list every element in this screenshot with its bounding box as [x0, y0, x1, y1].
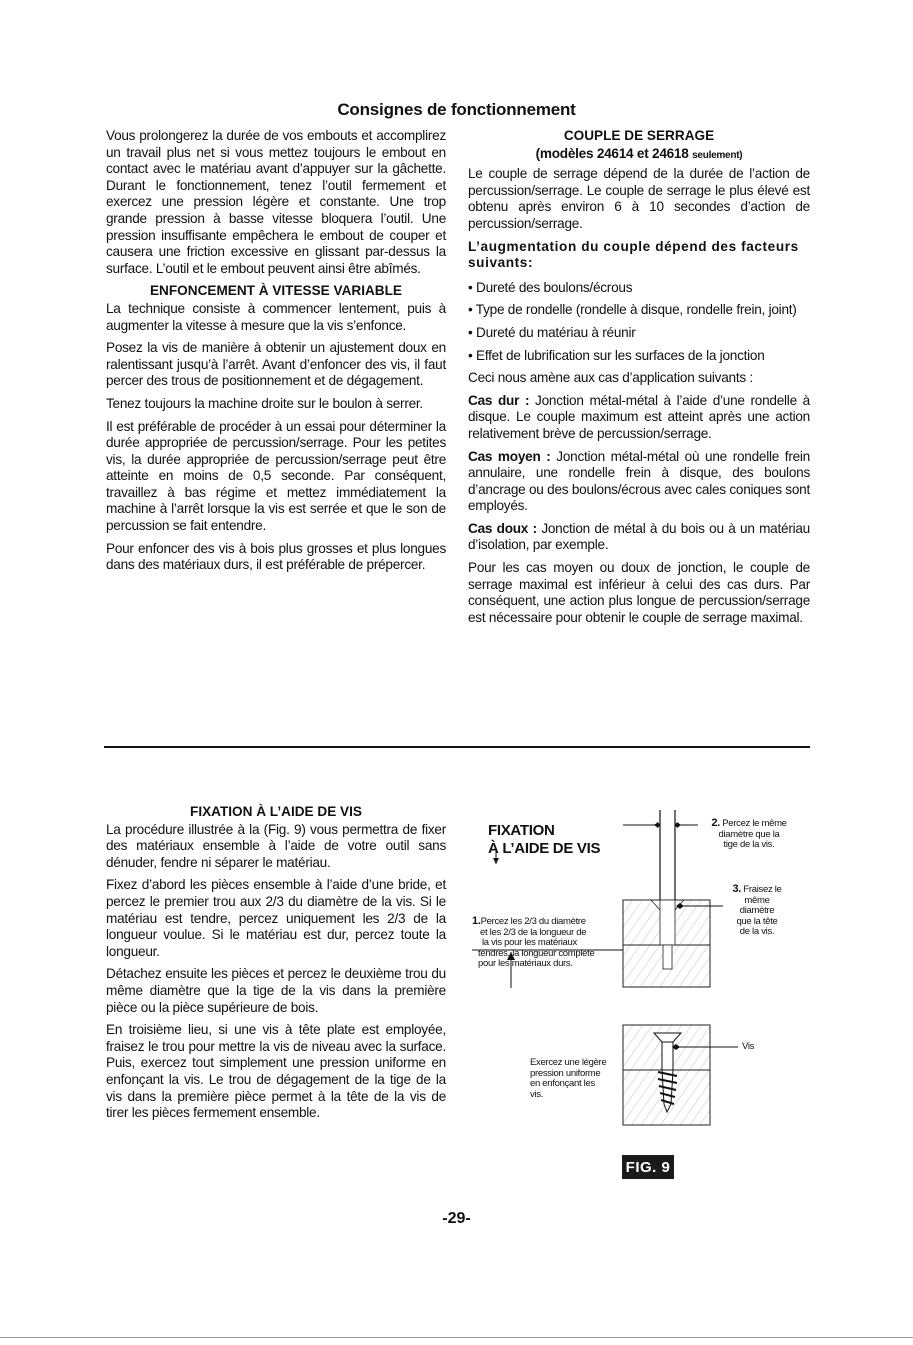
- case-medium-text: Jonction métal-métal où une rondelle frein annulaire, une rondelle frein à disque, des boulons d’ancrage ou des boulons/écrous avec cales coniques sont employés.: [468, 448, 810, 514]
- factor-item: • Type de rondelle (rondelle à disque, rondelle frein, joint): [468, 302, 797, 318]
- dimension-lines: [623, 810, 698, 900]
- fastening-paragraph-3: Détachez ensuite les pièces et percez le deuxième trou du même diamètre que la tige de la vis dans la première pièce ou la pièce supérieure de bois.: [106, 966, 446, 1015]
- section-title: Consignes de fonctionnement: [337, 100, 576, 119]
- step3-line: que la tête: [736, 915, 778, 927]
- case-soft-term: Cas doux :: [468, 520, 537, 536]
- fastening-paragraph-2: Fixez d’abord les pièces ensemble à l’aide d’une bride, et percez le premier trou aux 2/3 du diamètre de la vis. Si le matériau est tendre, percez uniquement les 2/3 de la longueur voulue. Si le matériau est dur, percez toute la longueur.: [106, 877, 446, 959]
- step3-number: 3.: [732, 883, 742, 895]
- screw-label: Vis: [742, 1041, 755, 1052]
- cases-intro: Ceci nous amène aux cas d’application suivants :: [468, 370, 753, 386]
- drilled-boards: [623, 900, 710, 987]
- case-soft: [468, 521, 810, 554]
- figure-badge: FIG. 9: [622, 1155, 674, 1179]
- figure-title-line2: À L’AIDE DE VIS: [488, 840, 601, 857]
- step2-line: diamètre que la: [718, 828, 780, 840]
- step3-line: même: [744, 894, 770, 906]
- left-paragraph-5: Pour enfoncer des vis à bois plus grosses et plus longues dans des matériaux durs, il est préférable de prépercer.: [106, 540, 446, 573]
- step2-label: [704, 818, 794, 851]
- step3-line: diamètre: [739, 905, 775, 916]
- fastening-paragraph-1: La procédure illustrée à la (Fig. 9) vous permettra de fixer des matériaux ensemble à l’aide de votre outil sans dénuder, fendre ni séparer le matériau.: [106, 821, 446, 870]
- torque-conclusion: Pour les cas moyen ou doux de jonction, le couple de serrage maximal est inférieur à celui des cas durs. Par conséquent, une action plus longue de percussion/serrage est nécessaire pour obtenir le couple de serrage maximal.: [468, 560, 810, 625]
- case-medium-term: Cas moyen :: [468, 448, 551, 464]
- step1-number: 1.: [472, 915, 481, 927]
- step2-line: tige de la vis.: [723, 839, 775, 850]
- left-paragraph-3: Tenez toujours la machine droite sur le boulon à serrer.: [106, 395, 423, 411]
- step1-label: [472, 916, 594, 970]
- left-paragraph-1: La technique consiste à commencer lentement, puis à augmenter la vitesse à mesure que la vis s’enfonce.: [106, 300, 446, 333]
- case-soft-text: Jonction de métal à du bois ou à un matériau d’isolation, par exemple.: [468, 520, 810, 553]
- left-column: [106, 128, 446, 580]
- pressure-label: [530, 1058, 606, 1100]
- factor-item: • Effet de lubrification sur les surfaces de la jonction: [468, 347, 765, 363]
- left-paragraph-4: Il est préférable de procéder à un essai pour déterminer la durée appropriée de percussion/serrage. Pour les petites vis, la durée appropriée de percussion/serrage peut être atteinte en moins de 0,5 seconde. Par conséquent, travaillez à bas régime et mettez immédiatement la machine à l’arrêt lorsque la vis est serrée et que le son de percussion se fait entendre.: [106, 418, 446, 534]
- right-column: [468, 128, 810, 632]
- page-number: -29-: [442, 1210, 471, 1227]
- factors-heading: L’augmentation du couple dépend des facteurs suivants:: [468, 238, 799, 271]
- step2-line: Percez le même: [722, 818, 787, 829]
- figure-title-line1: FIXATION: [488, 822, 555, 839]
- pressure-line: en enfonçant les: [530, 1078, 595, 1089]
- step1-line: la vis pour les matériaux: [482, 937, 577, 948]
- screw-fastening-column: [106, 804, 446, 1128]
- step1-line: tendres, la longueur complète: [478, 947, 595, 959]
- models-text: (modèles 24614 et 24618: [535, 145, 693, 161]
- models-only-text: seulement): [692, 149, 743, 161]
- intro-paragraph: Vous prolongerez la durée de vos embouts et accomplirez un travail plus net si vous mettez toujours le embout en contact avec le matériau avant d’appuyer sur la gâchette. Durant le fonctionnement, tenez l’outil fermement et exercez une pression légère et constante. Une trop grande pression à basse vitesse bloquera l’outil. Une pression insuffisante empêchera le embout de couper et causera une friction excessive en glissant par-dessus la surface. L’outil et le embout peuvent ainsi être abîmés.: [106, 128, 446, 276]
- fastening-paragraph-4: En troisième lieu, si une vis à tête plate est employée, fraisez le trou pour mettre la vis de niveau avec la surface. Puis, exercez tout simplement une pression uniforme en enfonçant la vis. Le trou de dégagement de la tige de la vis dans la première pièce permet à la tête de la vis de tirer les pièces fermement ensemble.: [106, 1022, 446, 1121]
- case-medium: [468, 449, 810, 515]
- pressure-line: vis.: [530, 1088, 544, 1100]
- step1-line: Percez les 2/3 du diamètre: [480, 916, 586, 927]
- step3-line: de la vis.: [739, 926, 775, 937]
- torque-intro: Le couple de serrage dépend de la durée de l’action de percussion/serrage. Le couple de serrage le plus élevé est obtenu après environ 6 à 10 secondes d’action de percussion/serrage.: [468, 166, 810, 231]
- case-hard-term: Cas dur :: [468, 392, 530, 408]
- factor-item: • Dureté des boulons/écrous: [468, 279, 633, 295]
- step3-label: [726, 884, 788, 938]
- pressure-line: pression uniforme: [530, 1067, 601, 1079]
- torque-heading: COUPLE DE SERRAGE: [563, 128, 715, 143]
- step2-number: 2.: [711, 817, 720, 829]
- case-hard-text: Jonction métal-métal à l’aide d’une rondelle à disque. Le couple maximum est atteint après une action relativement brève de percussion/serrage.: [468, 392, 810, 441]
- left-paragraph-2: Posez la vis de manière à obtenir un ajustement doux en ralentissant jusqu’à l’arrêt. Avant d’enfoncer des vis, il faut percer des trous de positionnement et de dégagement.: [106, 340, 446, 389]
- section-divider: [104, 746, 810, 748]
- figure-9: [468, 800, 813, 1180]
- page-bottom-edge: [0, 1337, 913, 1338]
- models-subheading: [468, 146, 810, 165]
- step1-line: et les 2/3 de la longueur de: [480, 926, 587, 938]
- case-hard: [468, 393, 810, 443]
- variable-speed-heading: ENFONCEMENT À VITESSE VARIABLE: [149, 283, 402, 299]
- pressure-line: Exercez une légère: [530, 1057, 607, 1068]
- screw-fastening-heading: FIXATION À L’AIDE DE VIS: [190, 804, 362, 819]
- step1-line: pour les matériaux durs.: [478, 958, 573, 969]
- screw-fastening-diagram: [468, 800, 813, 1145]
- factor-item: • Dureté du matériau à réunir: [468, 324, 636, 340]
- step3-line: Fraisez le: [743, 884, 782, 895]
